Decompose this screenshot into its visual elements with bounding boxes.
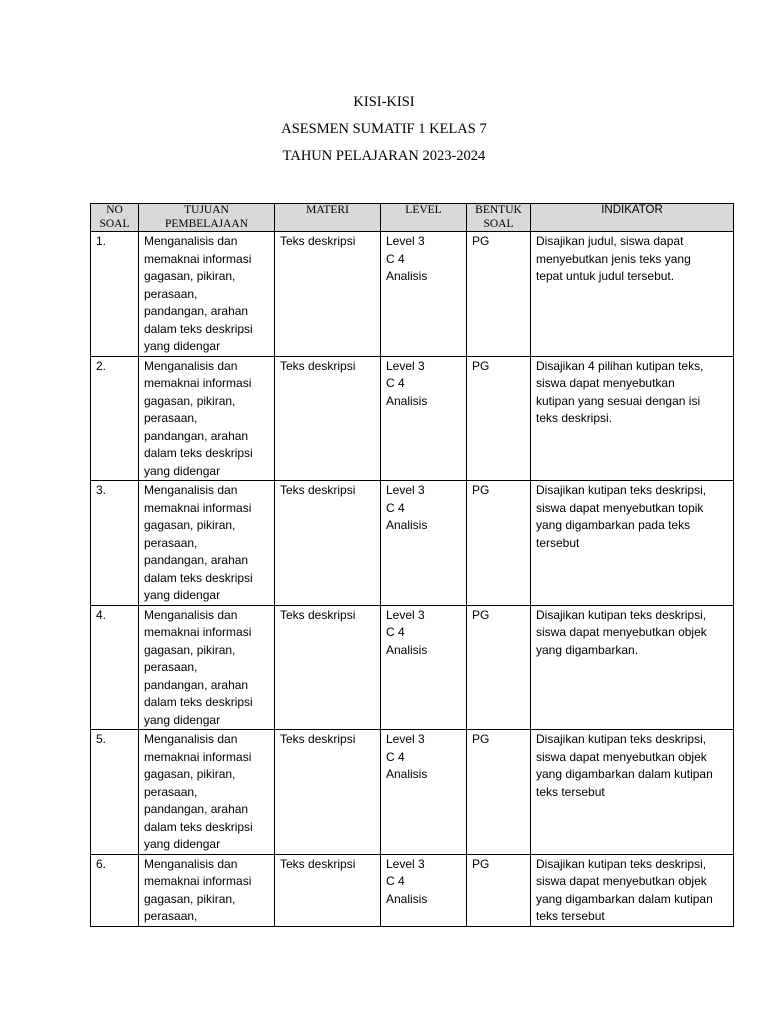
cell-no: 1. [91, 232, 139, 357]
cell-materi: Teks deskripsi [275, 356, 381, 481]
cell-no: 2. [91, 356, 139, 481]
cell-no: 6. [91, 854, 139, 926]
cell-bentuk: PG [467, 730, 531, 855]
cell-bentuk: PG [467, 605, 531, 730]
header-indikator: INDIKATOR [531, 204, 734, 232]
cell-bentuk: PG [467, 356, 531, 481]
table-row [91, 854, 734, 926]
cell-materi: Teks deskripsi [275, 481, 381, 606]
cell-materi: Teks deskripsi [275, 232, 381, 357]
table-row [91, 730, 734, 855]
header-no-soal: NO SOAL [91, 204, 139, 232]
cell-level: Level 3 C 4 Analisis [381, 481, 467, 606]
cell-indikator: Disajikan 4 pilihan kutipan teks, siswa dapat menyebutkan kutipan yang sesuai dengan isi teks deskripsi. [531, 356, 734, 481]
cell-indikator: Disajikan kutipan teks deskripsi, siswa dapat menyebutkan objek yang digambarkan dalam kutipan teks tersebut [531, 730, 734, 855]
cell-indikator: Disajikan kutipan teks deskripsi, siswa dapat menyebutkan objek yang digambarkan dalam kutipan teks tersebut [531, 854, 734, 926]
cell-level: Level 3 C 4 Analisis [381, 356, 467, 481]
cell-indikator: Disajikan kutipan teks deskripsi, siswa dapat menyebutkan topik yang digambarkan pada teks tersebut [531, 481, 734, 606]
cell-bentuk: PG [467, 232, 531, 357]
cell-level: Level 3 C 4 Analisis [381, 605, 467, 730]
cell-materi: Teks deskripsi [275, 854, 381, 926]
table-row [91, 605, 734, 730]
header-materi: MATERI [275, 204, 381, 232]
cell-bentuk: PG [467, 854, 531, 926]
cell-no: 4. [91, 605, 139, 730]
table-row [91, 481, 734, 606]
header-level: LEVEL [381, 204, 467, 232]
cell-no: 5. [91, 730, 139, 855]
cell-tujuan: Menganalisis dan memaknai informasi gagasan, pikiran, perasaan, [139, 854, 275, 926]
cell-tujuan: Menganalisis dan memaknai informasi gagasan, pikiran, perasaan, pandangan, arahan dalam teks deskripsi yang didengar [139, 730, 275, 855]
header-tujuan-pembelajaan: TUJUAN PEMBELAJAAN [139, 204, 275, 232]
table-row [91, 356, 734, 481]
cell-tujuan: Menganalisis dan memaknai informasi gagasan, pikiran, perasaan, pandangan, arahan dalam teks deskripsi yang didengar [139, 356, 275, 481]
cell-materi: Teks deskripsi [275, 605, 381, 730]
table-row [91, 232, 734, 357]
table-header-row [91, 204, 734, 232]
cell-tujuan: Menganalisis dan memaknai informasi gagasan, pikiran, perasaan, pandangan, arahan dalam teks deskripsi yang didengar [139, 605, 275, 730]
document-subtitle: ASESMEN SUMATIF 1 KELAS 7 [281, 121, 487, 137]
cell-tujuan: Menganalisis dan memaknai informasi gagasan, pikiran, perasaan, pandangan, arahan dalam teks deskripsi yang didengar [139, 232, 275, 357]
header-bentuk-soal: BENTUK SOAL [467, 204, 531, 232]
cell-level: Level 3 C 4 Analisis [381, 730, 467, 855]
cell-indikator: Disajikan judul, siswa dapat menyebutkan jenis teks yang tepat untuk judul tersebut. [531, 232, 734, 357]
cell-level: Level 3 C 4 Analisis [381, 232, 467, 357]
kisi-kisi-table [90, 203, 734, 927]
document-title: KISI-KISI [353, 94, 415, 110]
cell-bentuk: PG [467, 481, 531, 606]
cell-materi: Teks deskripsi [275, 730, 381, 855]
academic-year: TAHUN PELAJARAN 2023-2024 [282, 148, 486, 164]
cell-no: 3. [91, 481, 139, 606]
cell-tujuan: Menganalisis dan memaknai informasi gagasan, pikiran, perasaan, pandangan, arahan dalam teks deskripsi yang didengar [139, 481, 275, 606]
cell-level: Level 3 C 4 Analisis [381, 854, 467, 926]
cell-indikator: Disajikan kutipan teks deskripsi, siswa dapat menyebutkan objek yang digambarkan. [531, 605, 734, 730]
